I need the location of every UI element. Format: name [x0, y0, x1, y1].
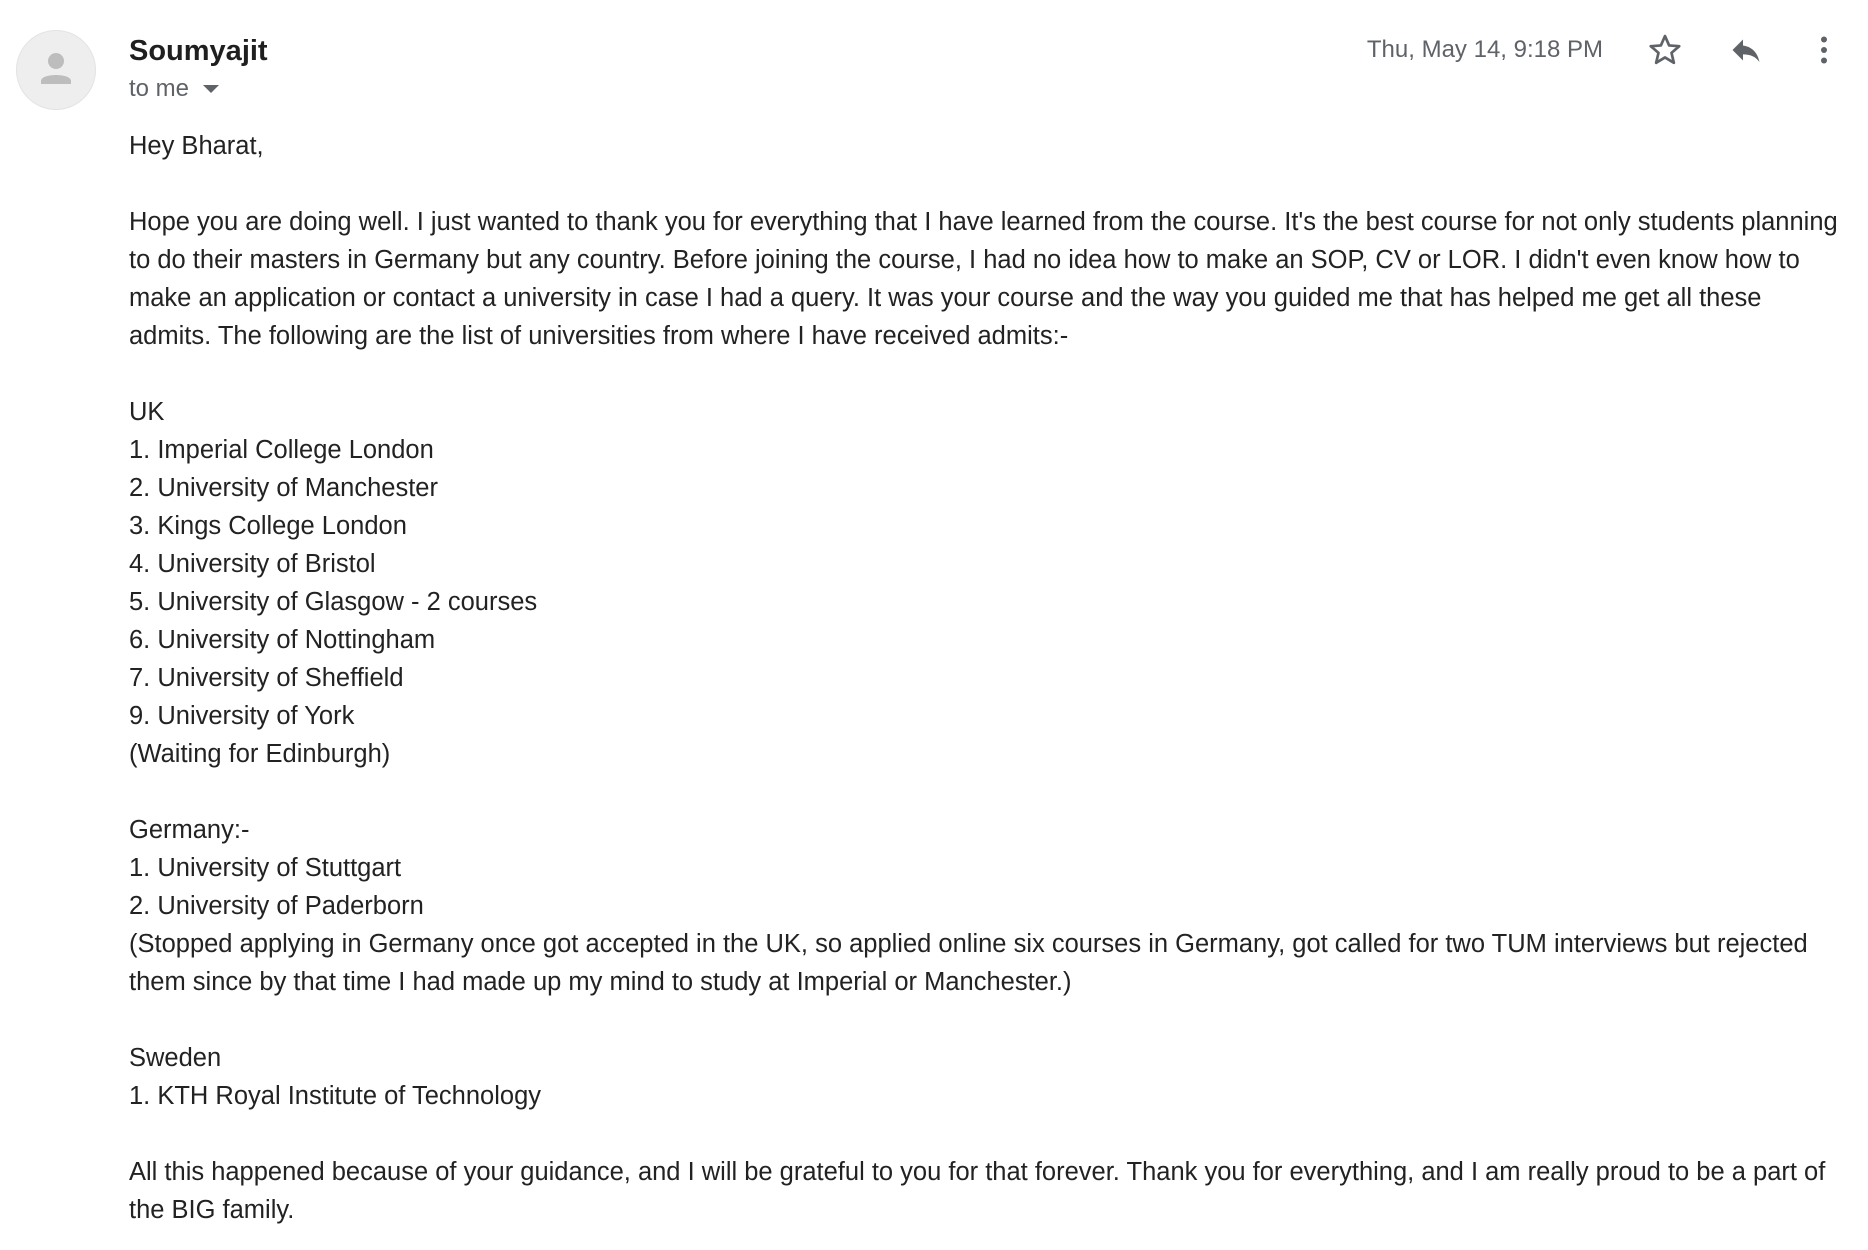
list-item: 7. University of Sheffield	[129, 664, 404, 692]
list-item: 9. University of York	[129, 702, 355, 730]
list-item: 5. University of Glasgow - 2 courses	[129, 588, 538, 616]
greeting: Hey Bharat,	[129, 132, 264, 160]
person-avatar-icon	[17, 31, 95, 109]
sweden-heading: Sweden	[129, 1044, 222, 1072]
email-timestamp: Thu, May 14, 9:18 PM	[1366, 36, 1603, 63]
email-body	[129, 127, 1844, 1229]
uk-heading: UK	[129, 398, 165, 426]
intro-paragraph: Hope you are doing well. I just wanted to thank you for everything that I have learned from the course. It's the best course for not only students planning to do their masters in Germany but any country. Before joining the course, I had no idea how to make an SOP, CV or LOR. I didn't even know how to make an application or contact a university in case I had a query. It was your course and the way you guided me that has helped me get all these admits. The following are the list of universities from where I have received admits:-	[129, 208, 1838, 350]
recipient-label: to me	[129, 75, 190, 102]
reply-icon	[1728, 32, 1764, 68]
list-item: 6. University of Nottingham	[129, 626, 436, 654]
chevron-down-icon	[203, 85, 219, 93]
sender-avatar[interactable]	[16, 30, 96, 110]
closing-paragraph: All this happened because of your guidance, and I will be grateful to you for that forever. Thank you for everything, and I am really proud to be a part of the BIG family.	[129, 1158, 1826, 1224]
uk-note: (Waiting for Edinburgh)	[129, 740, 391, 768]
list-item: 3. Kings College London	[129, 512, 407, 540]
list-item: 1. Imperial College London	[129, 436, 434, 464]
more-vertical-icon	[1806, 32, 1842, 68]
reply-button[interactable]	[1724, 28, 1768, 72]
germany-note: (Stopped applying in Germany once got accepted in the UK, so applied online six courses in Germany, got called for two TUM interviews but rejected them since by that time I had made up my mind to study at Imperial or Manchester.)	[129, 930, 1808, 996]
list-item: 2. University of Paderborn	[129, 892, 424, 920]
sender-name[interactable]: Soumyajit	[129, 35, 268, 67]
list-item: 1. KTH Royal Institute of Technology	[129, 1082, 541, 1110]
recipient-details-toggle[interactable]	[129, 74, 219, 104]
list-item: 4. University of Bristol	[129, 550, 376, 578]
list-item: 1. University of Stuttgart	[129, 854, 402, 882]
star-icon	[1646, 31, 1684, 69]
list-item: 2. University of Manchester	[129, 474, 438, 502]
more-options-button[interactable]	[1802, 28, 1846, 72]
germany-heading: Germany:-	[129, 816, 250, 844]
star-button[interactable]	[1643, 28, 1687, 72]
